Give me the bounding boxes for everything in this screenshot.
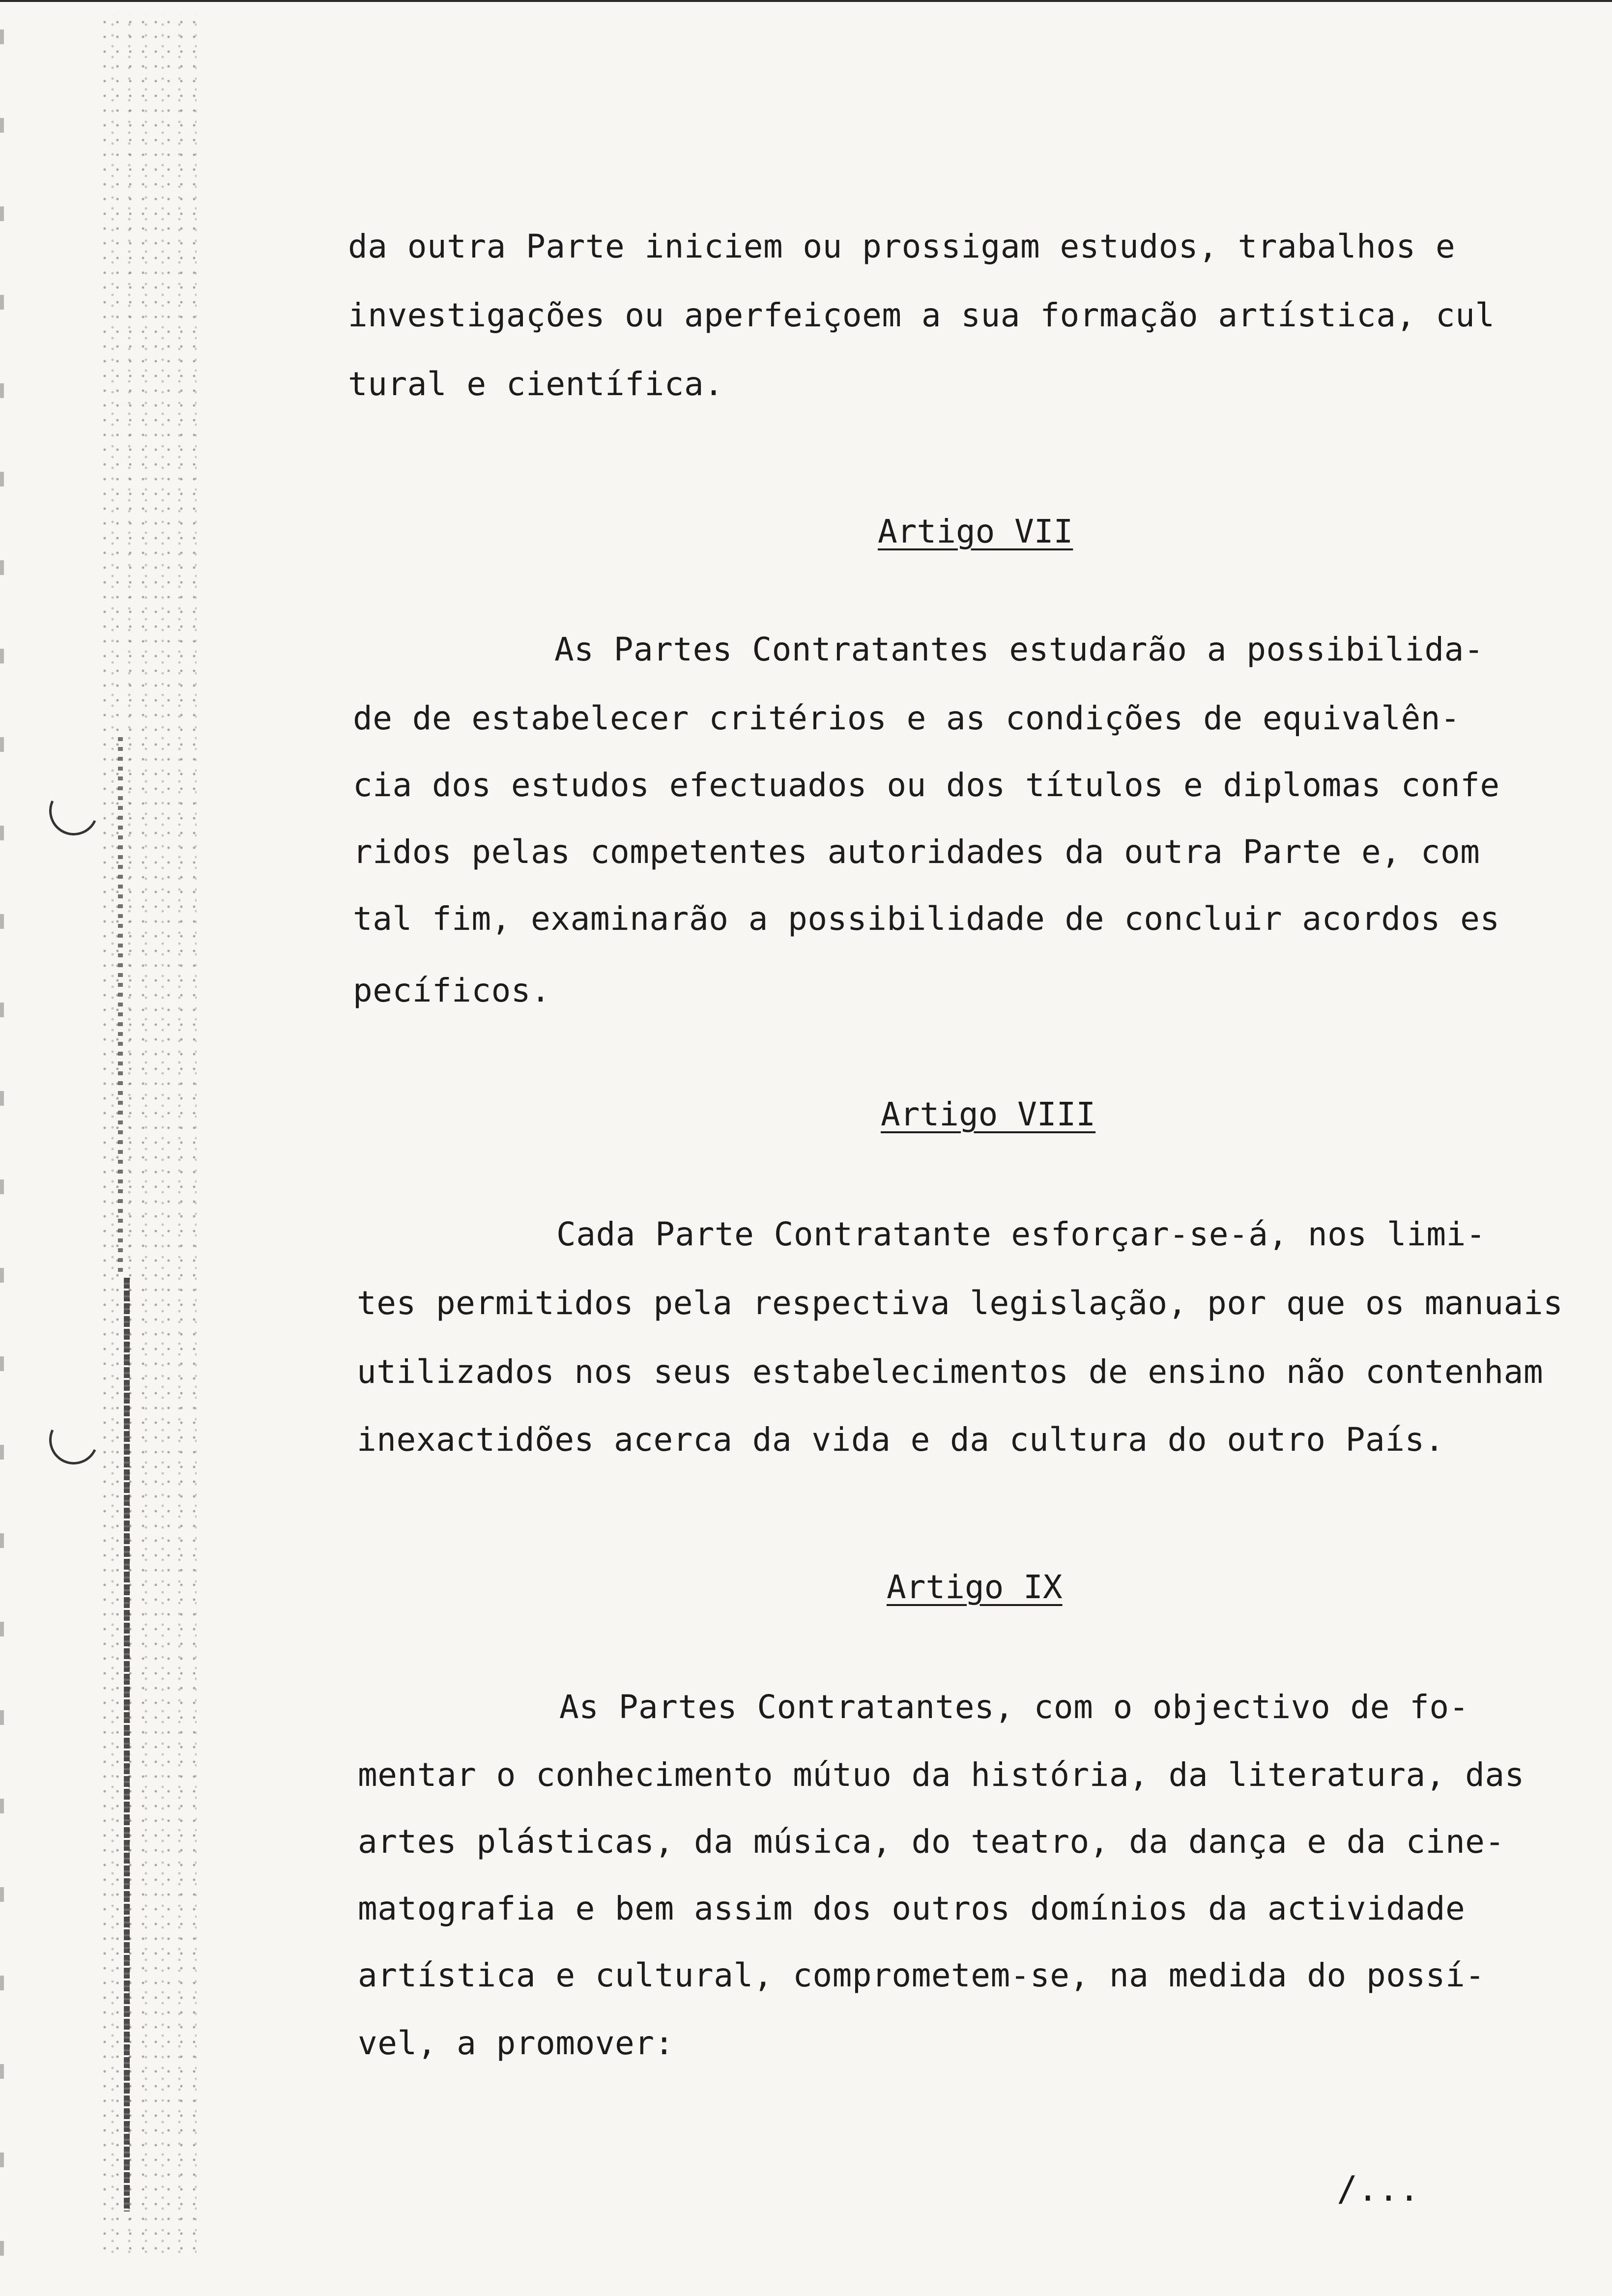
article-9-line-6: vel, a promover: bbox=[358, 2024, 674, 2062]
binding-stitch-lower bbox=[124, 1278, 130, 2211]
article-9-line-3: artes plásticas, da música, do teatro, da dança e da cine- bbox=[358, 1823, 1505, 1861]
article-7-line-6: pecíficos. bbox=[353, 972, 551, 1009]
article-7-line-5: tal fim, examinarão a possibilidade de concluir acordos es bbox=[353, 900, 1500, 938]
page-left-edge-marks bbox=[0, 0, 4, 2296]
article-7-heading: Artigo VII bbox=[878, 513, 1073, 550]
article-7-line-3: cia dos estudos efectuados ou dos títulos e diplomas confe bbox=[353, 766, 1500, 804]
page-top-edge bbox=[0, 0, 1612, 2]
punch-hole-bottom bbox=[42, 1408, 105, 1471]
article-9-line-1: As Partes Contratantes, com o objectivo de fo- bbox=[559, 1688, 1469, 1726]
article-9-line-4: matografia e bem assim dos outros domínios da actividade bbox=[358, 1890, 1466, 1927]
article-8-line-4: inexactidões acerca da vida e da cultura do outro País. bbox=[357, 1421, 1444, 1459]
article-7-line-2: de de estabelecer critérios e as condições de equivalên- bbox=[353, 699, 1461, 737]
article-9-heading: Artigo IX bbox=[887, 1568, 1063, 1606]
article-8-line-1: Cada Parte Contratante esforçar-se-á, nos limi- bbox=[556, 1215, 1486, 1253]
intro-line-3: tural e científica. bbox=[348, 365, 724, 403]
intro-line-2: investigações ou aperfeiçoem a sua formação artística, cul bbox=[348, 296, 1495, 334]
article-9-line-2: mentar o conhecimento mútuo da história, da literatura, das bbox=[358, 1756, 1525, 1794]
intro-line-1: da outra Parte iniciem ou prossigam estudos, trabalhos e bbox=[348, 228, 1456, 265]
article-9-line-5: artística e cultural, comprometem-se, na medida do possí- bbox=[358, 1956, 1485, 1994]
punch-hole-top bbox=[42, 779, 105, 842]
article-8-heading: Artigo VIII bbox=[881, 1095, 1096, 1133]
binding-perforation-strip bbox=[98, 15, 197, 2256]
article-8-line-3: utilizados nos seus estabelecimentos de ensino não contenham bbox=[357, 1353, 1544, 1391]
binding-stitch-upper bbox=[118, 737, 123, 1278]
article-8-line-2: tes permitidos pela respectiva legislação, por que os manuais bbox=[357, 1284, 1563, 1322]
continuation-mark: /... bbox=[1337, 2169, 1420, 2209]
article-7-line-4: ridos pelas competentes autoridades da outra Parte e, com bbox=[353, 833, 1480, 871]
article-7-line-1: As Partes Contratantes estudarão a possibilida- bbox=[554, 631, 1484, 668]
